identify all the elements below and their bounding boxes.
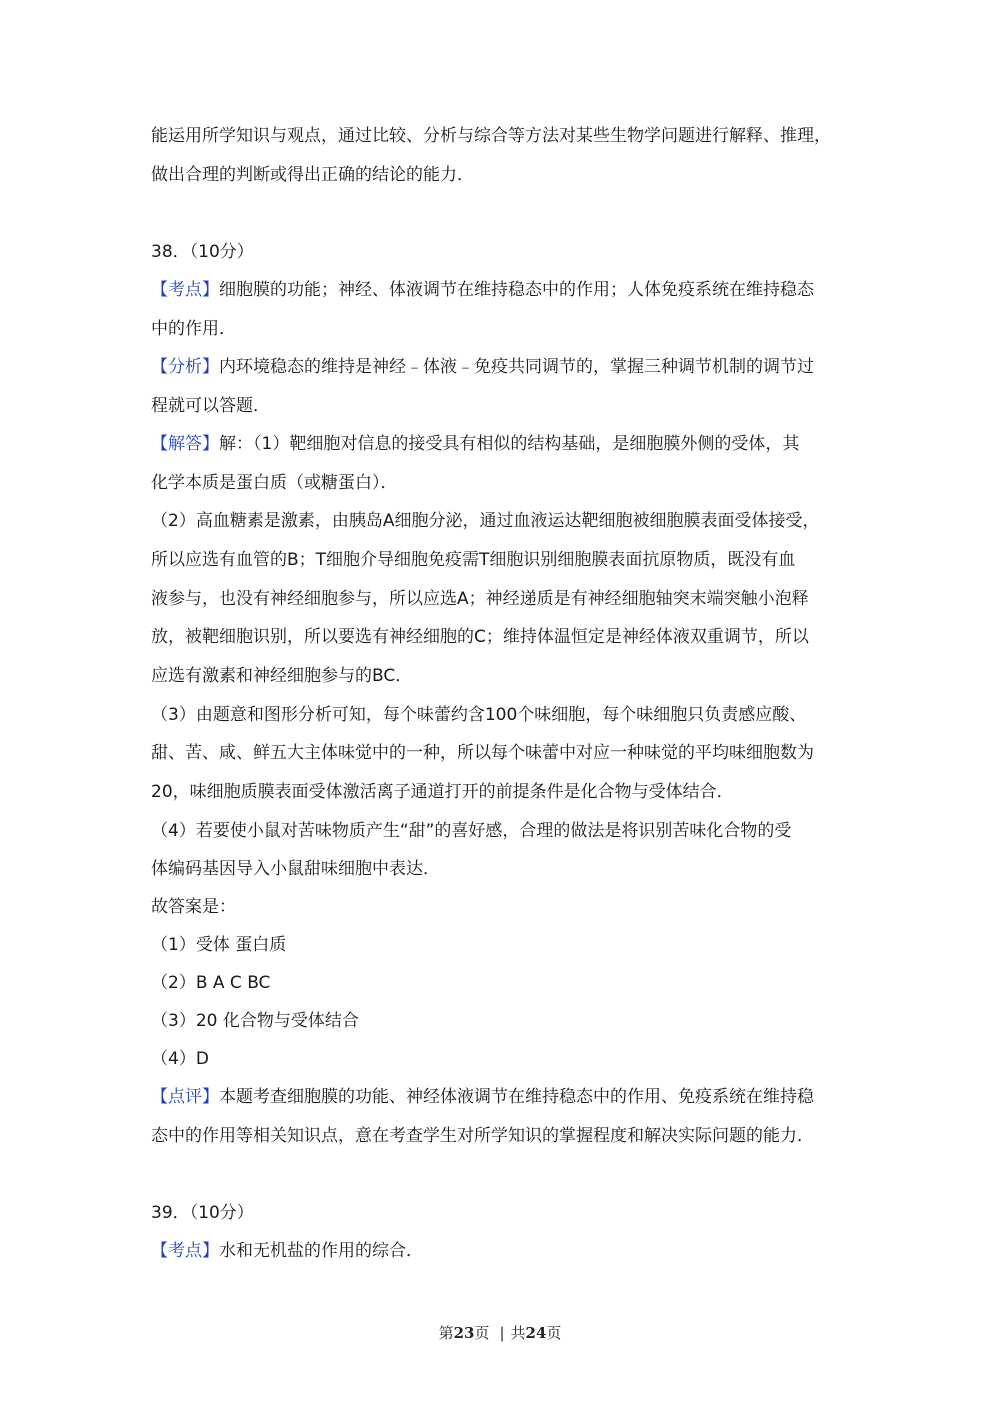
section-tag: 【解答】 xyxy=(151,434,219,454)
line-text: 20，味细胞质膜表面受体激活离子通道打开的前提条件是化合物与受体结合． xyxy=(151,782,734,802)
text-line xyxy=(151,317,236,341)
text-line xyxy=(151,857,440,881)
line-text: 甜、苦、咸、鲜五大主体味觉中的一种，所以每个味蕾中对应一种味觉的平均味细胞数为 xyxy=(151,743,814,763)
text-line xyxy=(151,1201,254,1225)
line-text: 所以应选有血管的B；T细胞介导细胞免疫需T细胞识别细胞膜表面抗原物质，既没有血 xyxy=(151,550,796,570)
text-line xyxy=(151,509,819,533)
line-text: 故答案是： xyxy=(151,897,236,917)
line-text: 做出合理的判断或得出正确的结论的能力． xyxy=(151,165,474,185)
text-line xyxy=(151,124,831,148)
text-line xyxy=(151,819,791,843)
line-text: 化学本质是蛋白质（或糖蛋白）． xyxy=(151,473,398,493)
text-line xyxy=(151,741,814,765)
footer-suffix: 页 xyxy=(546,1324,562,1342)
text-line xyxy=(151,971,270,995)
footer-prefix: 第 xyxy=(438,1324,454,1342)
text-line xyxy=(151,664,412,688)
text-line xyxy=(151,432,799,456)
line-text: 水和无机盐的作用的综合． xyxy=(219,1241,423,1261)
line-text: 38．（10分） xyxy=(151,242,254,262)
line-text: 细胞膜的功能；神经、体液调节在维持稳态中的作用；人体免疫系统在维持稳态 xyxy=(219,280,814,300)
line-text: 放，被靶细胞识别，所以要选有神经细胞的C；维持体温恒定是神经体液双重调节，所以 xyxy=(151,627,809,647)
line-text: （3）20 化合物与受体结合 xyxy=(151,1011,359,1031)
text-line xyxy=(151,780,734,804)
line-text: 能运用所学知识与观点，通过比较、分析与综合等方法对某些生物学问题进行解释、推理， xyxy=(151,126,831,146)
line-text: （2）高血糖素是激素，由胰岛A细胞分泌，通过血液运达靶细胞被细胞膜表面受体接受， xyxy=(151,511,820,531)
text-line xyxy=(151,625,809,649)
line-text: （2）B A C BC xyxy=(151,973,271,993)
text-line xyxy=(151,1047,209,1071)
line-text: 39．（10分） xyxy=(151,1203,254,1223)
total-page-number: 24 xyxy=(525,1324,547,1342)
text-line xyxy=(151,163,474,187)
text-line xyxy=(151,1124,814,1148)
text-line xyxy=(151,933,286,957)
current-page-number: 23 xyxy=(453,1324,475,1342)
text-line xyxy=(151,1009,359,1033)
text-line xyxy=(151,394,270,418)
section-tag: 【考点】 xyxy=(151,280,219,300)
footer-mid: 页 xyxy=(474,1324,490,1342)
text-line xyxy=(151,1239,423,1263)
text-line xyxy=(151,240,254,264)
text-line xyxy=(151,278,814,302)
line-text: 解：（1）靶细胞对信息的接受具有相似的结构基础，是细胞膜外侧的受体，其 xyxy=(219,434,800,454)
text-line xyxy=(151,471,398,495)
line-text: （3）由题意和图形分析可知，每个味蕾约含100个味细胞，每个味细胞只负责感应酸、 xyxy=(151,705,807,725)
line-text: 态中的作用等相关知识点，意在考查学生对所学知识的掌握程度和解决实际问题的能力． xyxy=(151,1126,814,1146)
line-text: 体编码基因导入小鼠甜味细胞中表达． xyxy=(151,859,440,879)
text-line xyxy=(151,1085,814,1109)
line-text: 液参与，也没有神经细胞参与，所以应选A；神经递质是有神经细胞轴突末端突触小泡释 xyxy=(151,589,809,609)
footer-separator: | xyxy=(499,1324,505,1342)
line-text: 中的作用． xyxy=(151,319,236,339)
text-line xyxy=(151,895,236,919)
line-text: 本题考查细胞膜的功能、神经体液调节在维持稳态中的作用、免疫系统在维持稳 xyxy=(219,1087,814,1107)
text-line xyxy=(151,548,795,572)
text-line xyxy=(151,355,814,379)
section-tag: 【考点】 xyxy=(151,1241,219,1261)
text-line xyxy=(151,703,806,727)
line-text: （4）若要使小鼠对苦味物质产生“甜”的喜好感，合理的做法是将识别苦味化合物的受 xyxy=(151,821,792,841)
page-footer xyxy=(0,1322,1000,1343)
line-text: （1）受体 蛋白质 xyxy=(151,935,287,955)
footer-total-prefix: 共 xyxy=(510,1324,526,1342)
line-text: 应选有激素和神经细胞参与的BC． xyxy=(151,666,413,686)
section-tag: 【分析】 xyxy=(151,357,219,377)
section-tag: 【点评】 xyxy=(151,1087,219,1107)
line-text: 内环境稳态的维持是神经﹣体液﹣免疫共同调节的，掌握三种调节机制的调节过 xyxy=(219,357,814,377)
line-text: （4）D xyxy=(151,1049,209,1069)
text-line xyxy=(151,587,809,611)
line-text: 程就可以答题． xyxy=(151,396,270,416)
